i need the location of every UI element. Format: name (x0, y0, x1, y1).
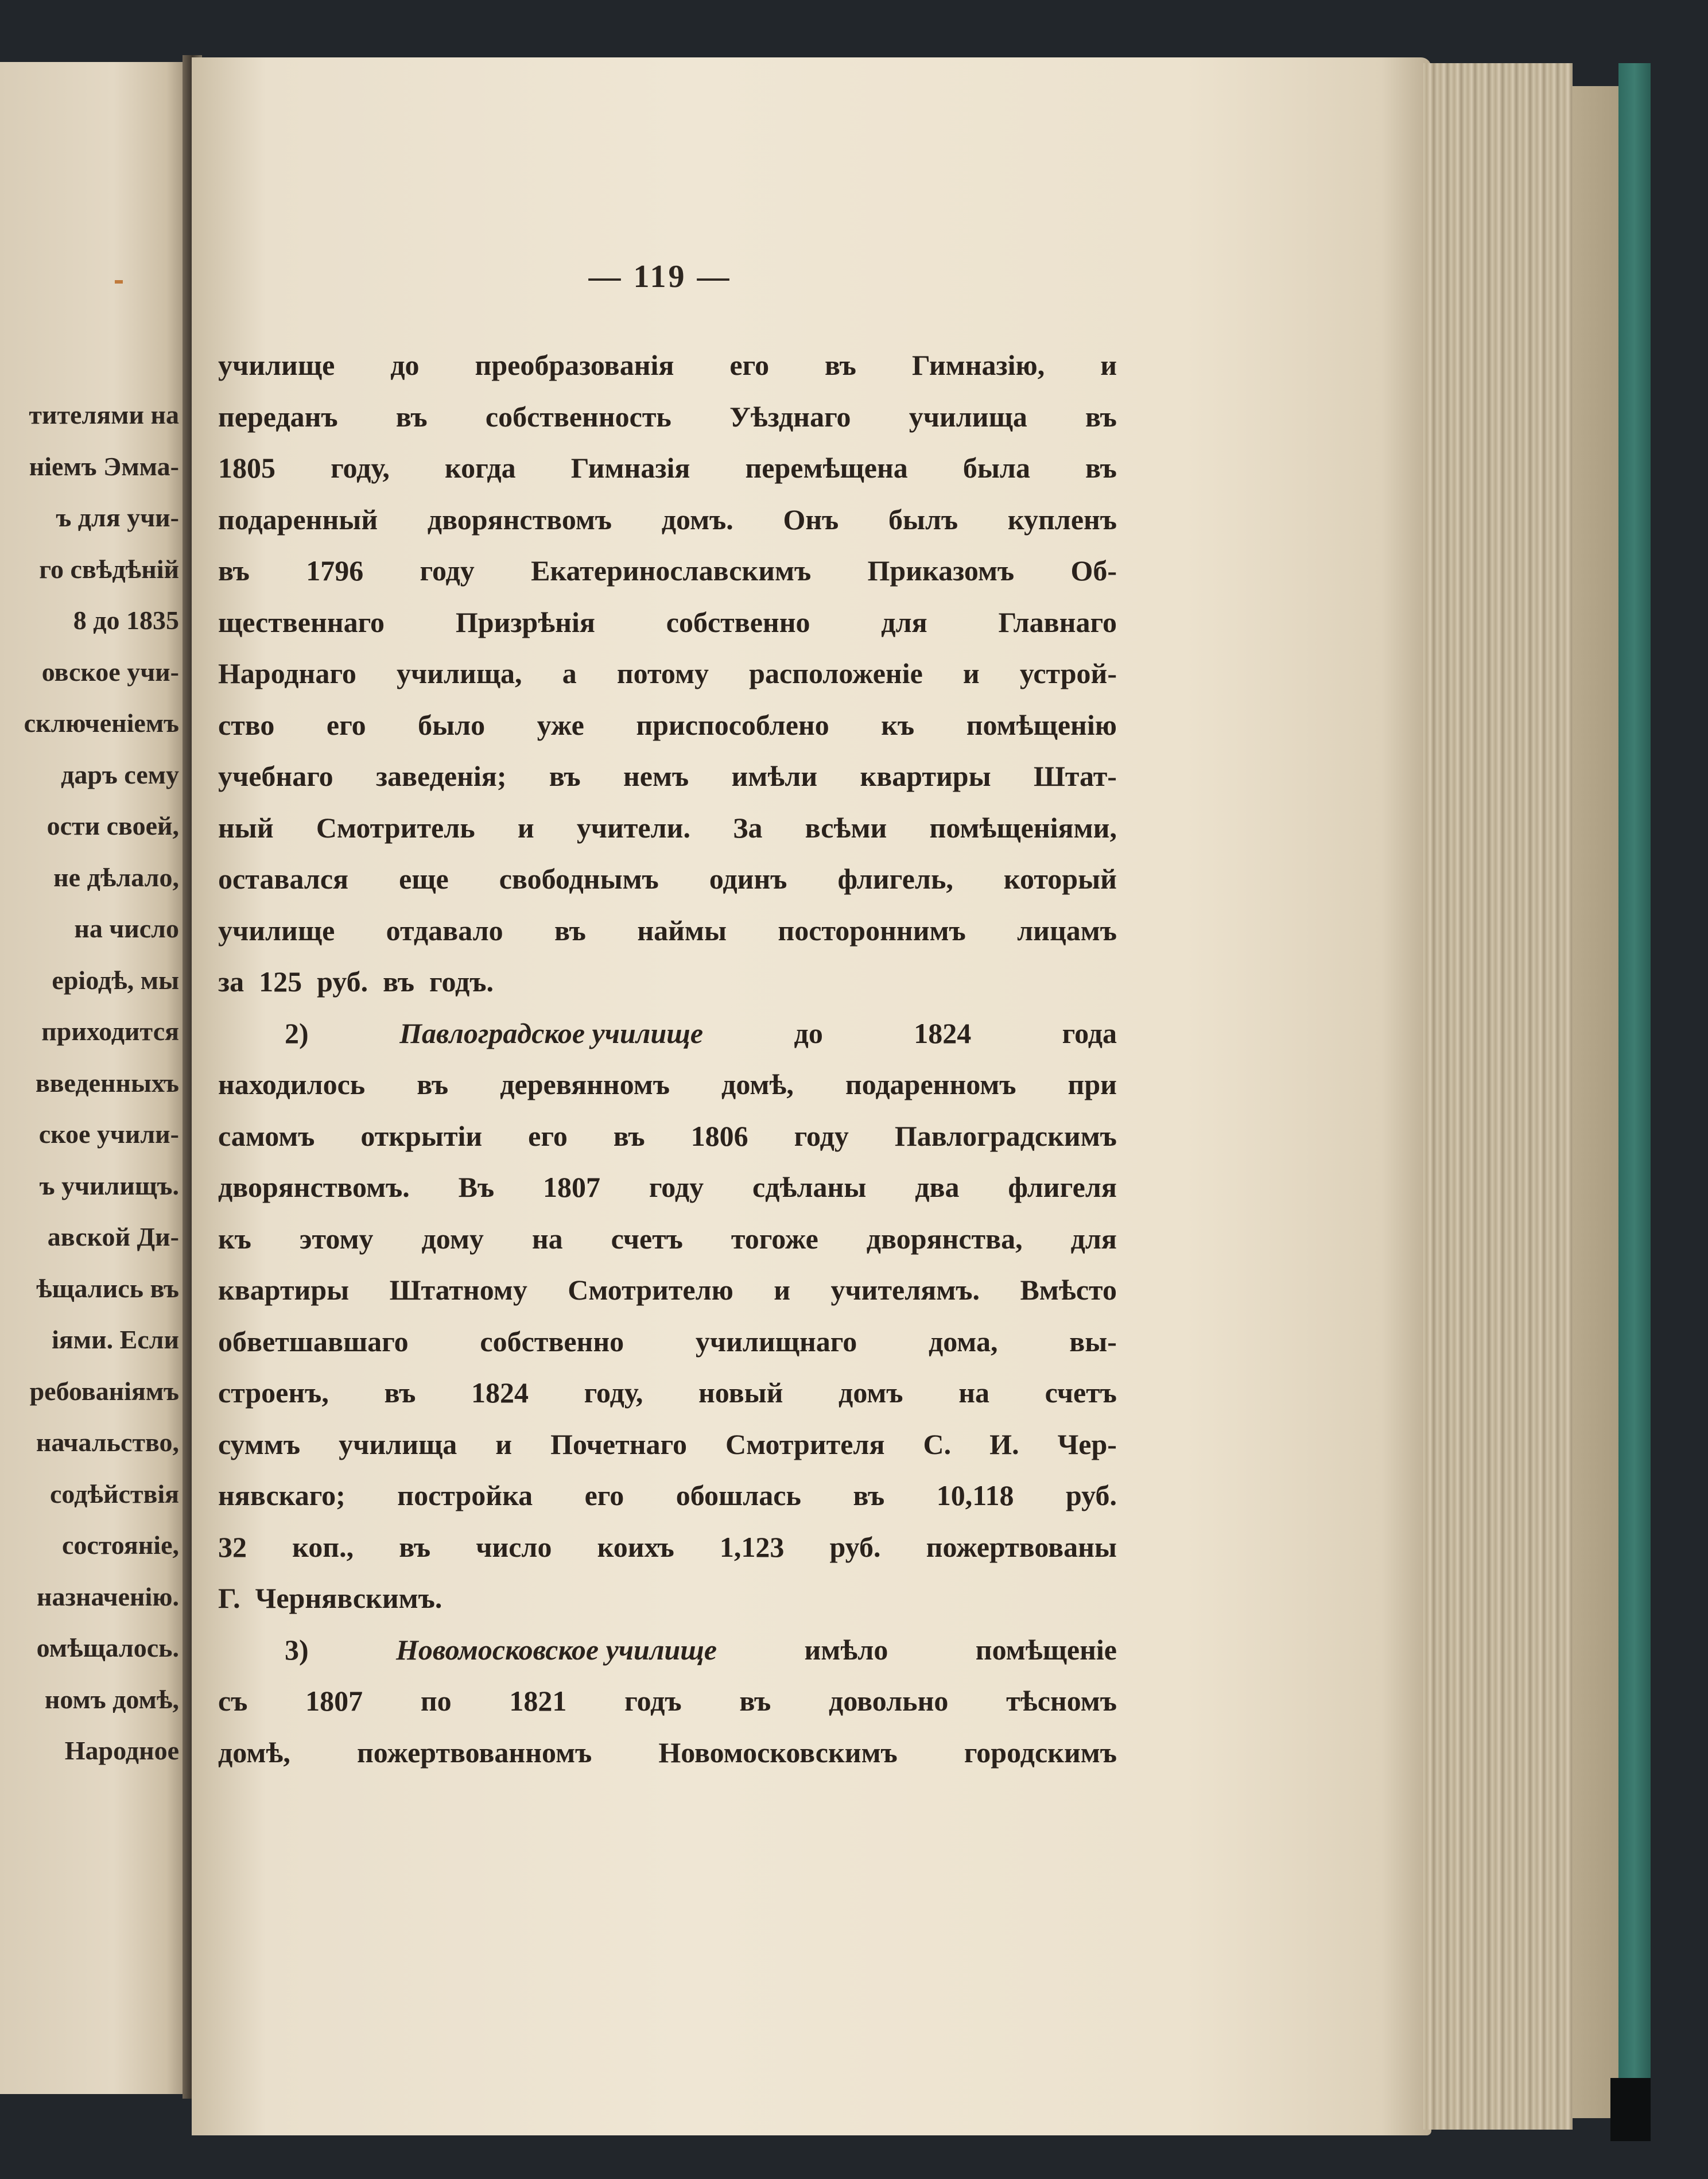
word: дворянствомъ. (218, 1171, 410, 1203)
text-line (218, 802, 1117, 854)
text-line (218, 1367, 1117, 1419)
left-page-line: ское учили- (38, 1119, 179, 1149)
word: который (1003, 863, 1117, 895)
word: подаренный (218, 503, 378, 536)
word: году (420, 555, 475, 587)
word: училищнаго (695, 1325, 857, 1358)
text-line (218, 1522, 1117, 1573)
word: расположеніе (749, 657, 923, 689)
word: 1796 (306, 555, 364, 587)
word: въ (1085, 400, 1117, 433)
left-page-line: ости своей, (46, 811, 179, 840)
word: одинъ (709, 863, 787, 895)
word: его (528, 1119, 568, 1152)
word: дворянства, (866, 1222, 1023, 1255)
word: Об- (1070, 555, 1117, 587)
left-page-line: не дѣлало, (53, 862, 179, 892)
word: и (1100, 349, 1117, 381)
word: подаренномъ (845, 1068, 1016, 1100)
word: къ (881, 708, 915, 741)
word: 2) (285, 1017, 309, 1049)
word: нявскаго; (218, 1479, 346, 1511)
word: Павлоградскимъ (894, 1119, 1117, 1152)
page-number: — 119 — (588, 259, 732, 294)
word: находилось (218, 1068, 366, 1100)
word: училище (218, 349, 335, 381)
word: городскимъ (964, 1736, 1117, 1769)
word: открытіи (360, 1119, 483, 1152)
word: квартиры (860, 760, 991, 792)
text-line (218, 700, 1117, 751)
word: уже (537, 708, 584, 741)
word: тогоже (731, 1222, 818, 1255)
word: за (218, 966, 244, 998)
word: всѣми (805, 811, 887, 844)
word: Уѣзднаго (729, 400, 851, 433)
text-line (218, 1727, 1117, 1779)
word: годъ (624, 1685, 682, 1717)
word: въ (853, 1479, 885, 1511)
word: для (1070, 1222, 1117, 1255)
left-page-line: го свѣдѣній (39, 554, 179, 584)
word: 1807 (542, 1171, 600, 1203)
word: обветшавшаго (218, 1325, 409, 1358)
word: 1805 (218, 452, 275, 484)
text-line (218, 1111, 1117, 1162)
text-line (218, 1059, 1117, 1111)
word: была (962, 452, 1030, 484)
word: Новомосковское училище (396, 1633, 717, 1666)
word: его (729, 349, 770, 381)
word: 1806 (690, 1119, 748, 1152)
word: Смотрителя (725, 1428, 885, 1460)
word: на (531, 1222, 563, 1255)
left-page-line: тителями на (29, 400, 179, 429)
word: два (915, 1171, 960, 1203)
word: въ (613, 1119, 645, 1152)
word: приспособлено (636, 708, 829, 741)
word: Въ (458, 1171, 495, 1203)
left-page-line: авской Ди- (47, 1222, 179, 1251)
word: и (517, 811, 534, 844)
word: домѣ, (721, 1068, 794, 1100)
left-page-line: омѣщалось. (36, 1633, 179, 1662)
word: для (881, 606, 927, 638)
left-page-line: 8 до 1835 (73, 606, 179, 635)
left-page-line: ребованіямъ (29, 1376, 179, 1406)
left-page-line: содѣйствія (50, 1479, 179, 1509)
word: помѣщеніе (975, 1633, 1117, 1666)
word: счетъ (1045, 1377, 1117, 1409)
left-page-line: ѣщались въ (36, 1273, 179, 1303)
word: въ (554, 914, 586, 947)
word: новый (698, 1377, 783, 1409)
text-line (218, 751, 1117, 802)
left-page-line: начальство, (36, 1428, 179, 1457)
word: Г. (218, 1582, 240, 1614)
word: щественнаго (218, 606, 385, 638)
left-page-line: назначенію. (37, 1581, 179, 1611)
left-page-line: ніемъ Эмма- (29, 451, 179, 481)
left-page-line: номъ домѣ, (44, 1684, 179, 1714)
word: въ (384, 1377, 416, 1409)
word: сдѣланы (752, 1171, 867, 1203)
word: 1807 (305, 1685, 363, 1717)
cover-corner (1610, 2078, 1651, 2141)
word: И. (989, 1428, 1019, 1460)
text-line (218, 956, 1117, 1008)
word: число (476, 1530, 552, 1563)
word: немъ (623, 760, 689, 792)
word: отдавало (386, 914, 503, 947)
word: Гимназія (570, 452, 690, 484)
word: этому (299, 1222, 374, 1255)
left-page-line: овское учи- (41, 657, 179, 687)
word: училища (339, 1428, 457, 1460)
left-page-line: іями. Если (52, 1325, 179, 1354)
word: помѣщенію (966, 708, 1117, 741)
text-line (218, 1676, 1117, 1727)
word: учители. (576, 811, 690, 844)
word: 1824 (471, 1377, 529, 1409)
word: самомъ (218, 1119, 315, 1152)
word: переданъ (218, 400, 338, 433)
word: довольно (829, 1685, 949, 1717)
left-page (0, 62, 189, 2094)
word: въ (739, 1685, 771, 1717)
text-line (218, 1008, 1117, 1060)
word: а (562, 657, 577, 689)
word: при (1068, 1068, 1117, 1100)
word: въ (395, 400, 428, 433)
word: помѣщеніями, (929, 811, 1117, 844)
word: Павлоградское училище (399, 1017, 704, 1049)
word: руб. (829, 1530, 881, 1563)
word: деревянномъ (500, 1068, 670, 1100)
word: Штат- (1033, 760, 1117, 792)
word: въ (549, 760, 581, 792)
word: и (962, 657, 980, 689)
word: и (774, 1274, 791, 1306)
text-line (218, 1213, 1117, 1265)
word: по (420, 1685, 452, 1717)
left-page-line: введенныхъ (35, 1068, 179, 1098)
word: 3) (285, 1633, 309, 1666)
word: Смотрителю (568, 1274, 733, 1306)
word: училище (218, 914, 335, 947)
word: ный (218, 811, 274, 844)
word: Чернявскимъ. (255, 1582, 442, 1614)
text-line (218, 854, 1117, 905)
word: лицамъ (1017, 914, 1117, 947)
word: 1,123 (719, 1530, 785, 1563)
word: Чер- (1057, 1428, 1117, 1460)
word: собственно (666, 606, 810, 638)
word: его (326, 708, 366, 741)
word: учителямъ. (830, 1274, 980, 1306)
word: флигель, (837, 863, 953, 895)
word: Гимназію, (911, 349, 1045, 381)
word: и (495, 1428, 513, 1460)
word: заведенія; (375, 760, 507, 792)
word: до (794, 1017, 823, 1049)
word: въ (399, 1530, 431, 1563)
word: оставался (218, 863, 349, 895)
word: въ (417, 1068, 449, 1100)
text-line (218, 1265, 1117, 1316)
text-line (218, 1316, 1117, 1368)
word: его (584, 1479, 624, 1511)
word: 125 (259, 966, 302, 998)
text-line (218, 597, 1117, 649)
left-page-line: ъ для учи- (56, 503, 179, 532)
word: въ (1085, 452, 1117, 484)
text-line (218, 648, 1117, 700)
word: было (418, 708, 486, 741)
word: домъ (839, 1377, 903, 1409)
word: наймы (637, 914, 727, 947)
text-line (218, 545, 1117, 597)
word: преобразованія (475, 349, 674, 381)
word: еще (399, 863, 449, 895)
word: вы- (1069, 1325, 1117, 1358)
word: Смотритель (316, 811, 475, 844)
word: Народнаго (218, 657, 356, 689)
word: перемѣщена (745, 452, 908, 484)
word: суммъ (218, 1428, 301, 1460)
page-edges (1423, 63, 1573, 2130)
word: когда (445, 452, 516, 484)
word: обошлась (676, 1479, 801, 1511)
word: флигеля (1008, 1171, 1117, 1203)
word: Вмѣсто (1020, 1274, 1117, 1306)
word: на (958, 1377, 990, 1409)
word: году, (584, 1377, 643, 1409)
word: потому (616, 657, 709, 689)
word: 10,118 (936, 1479, 1014, 1511)
word: Екатеринославскимъ (531, 555, 812, 587)
word: года (1062, 1017, 1117, 1049)
word: пожертвованномъ (356, 1736, 592, 1769)
word: свободнымъ (499, 863, 659, 895)
word: собственность (485, 400, 671, 433)
word: счетъ (611, 1222, 683, 1255)
word: былъ (888, 503, 958, 536)
word: въ (218, 555, 250, 587)
left-page-line: на число (74, 914, 179, 943)
word: Главнаго (998, 606, 1117, 638)
word: руб. (317, 966, 368, 998)
text-line (218, 1573, 1117, 1624)
word: дома, (928, 1325, 998, 1358)
left-page-line: Народное (64, 1736, 179, 1765)
text-line (218, 1624, 1117, 1676)
body-text (218, 340, 1117, 1778)
left-page-line: даръ сему (61, 759, 179, 789)
word: ство (218, 708, 275, 741)
word: собственно (480, 1325, 624, 1358)
left-page-text (0, 389, 179, 1777)
word: коп., (292, 1530, 354, 1563)
text-line (218, 1162, 1117, 1213)
word: постороннимъ (778, 914, 966, 947)
word: За (733, 811, 763, 844)
word: устрой- (1019, 657, 1117, 689)
word: пожертвованы (926, 1530, 1117, 1563)
left-page-line: состояніе, (61, 1530, 179, 1560)
word: коихъ (597, 1530, 674, 1563)
left-page-line: ъ училищъ. (39, 1170, 179, 1200)
word: году, (331, 452, 390, 484)
word: году (649, 1171, 704, 1203)
book-cover (1618, 63, 1651, 2130)
text-line (218, 391, 1117, 443)
left-page-line: сключеніемъ (24, 708, 179, 738)
word: С. (923, 1428, 952, 1460)
text-line (218, 1419, 1117, 1471)
text-line (218, 905, 1117, 957)
left-page-line: приходится (41, 1017, 179, 1046)
text-line (218, 443, 1117, 494)
word: съ (218, 1685, 248, 1717)
word: 1821 (509, 1685, 567, 1717)
word: купленъ (1007, 503, 1117, 536)
word: Приказомъ (867, 555, 1015, 587)
word: Штатному (389, 1274, 527, 1306)
text-line (218, 340, 1117, 391)
word: годъ. (429, 966, 494, 998)
word: училища (909, 400, 1027, 433)
word: строенъ, (218, 1377, 329, 1409)
text-line (218, 494, 1117, 546)
word: Новомосковскимъ (658, 1736, 898, 1769)
word: учебнаго (218, 760, 333, 792)
word: дворянствомъ (427, 503, 612, 536)
word: году (794, 1119, 849, 1152)
word: въ (383, 966, 415, 998)
left-page-line: еріодѣ, мы (52, 965, 179, 995)
word: дому (421, 1222, 484, 1255)
word: квартиры (218, 1274, 350, 1306)
word: 1824 (914, 1017, 972, 1049)
word: имѣли (731, 760, 818, 792)
word: къ (218, 1222, 251, 1255)
text-line (218, 1470, 1117, 1522)
word: до (390, 349, 420, 381)
word: руб. (1065, 1479, 1117, 1511)
word: Онъ (783, 503, 839, 536)
word: училища, (396, 657, 522, 689)
word: постройка (397, 1479, 533, 1511)
word: Призрѣнія (455, 606, 595, 638)
word: Почетнаго (550, 1428, 687, 1460)
word: домѣ, (218, 1736, 290, 1769)
ink-mark (115, 280, 123, 284)
word: домъ. (661, 503, 733, 536)
word: въ (825, 349, 856, 381)
word: имѣло (804, 1633, 888, 1666)
word: 32 (218, 1530, 247, 1563)
word: тѣсномъ (1006, 1685, 1117, 1717)
